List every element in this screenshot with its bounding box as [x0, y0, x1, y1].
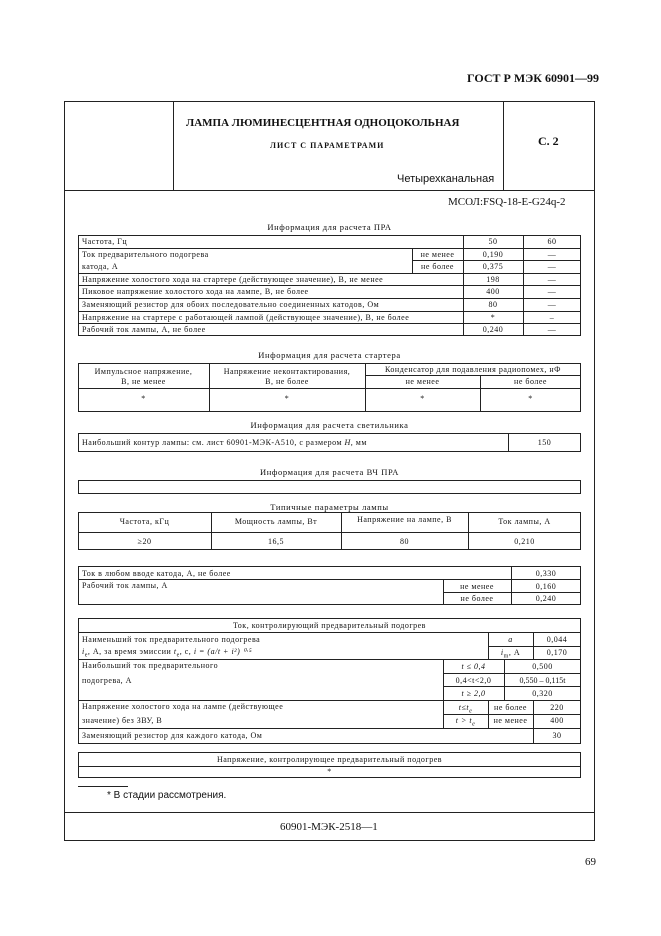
starter-col2-header-b: В, не более [265, 377, 309, 386]
typical-h3: Напряжение на лампе, В [357, 515, 452, 524]
bottom-line [64, 812, 595, 813]
preheat-line-4 [443, 673, 581, 674]
typical-v2: 16,5 [268, 537, 284, 546]
currents-row2b-value: 0,240 [535, 594, 557, 603]
page-number: 69 [585, 856, 596, 868]
typical-h2: Мощность лампы, Вт [234, 517, 318, 526]
preheat-ocv-val-2: 400 [550, 716, 564, 725]
currents-line-1 [78, 579, 581, 580]
currents-row2a-value: 0,160 [535, 582, 557, 591]
preheat-a-symbol: a [508, 635, 513, 644]
luminaire-heading: Информация для расчета светильника [250, 420, 409, 430]
typical-heading: Типичные параметры лампы [270, 502, 389, 512]
pra-row-line [412, 260, 581, 261]
pra-row-value-50: 0,240 [482, 325, 504, 335]
preheat-ocv-cond-t1: $t\le t_e$ [458, 703, 473, 715]
pra-row-value-60: — [547, 262, 557, 272]
currents-row2b-cond: не более [460, 594, 494, 603]
pra-row-label: Пиковое напряжение холостого хода на лампе, В, не более [82, 287, 309, 297]
preheat-max-cond-2: 0,4<t<2,0 [455, 676, 492, 685]
preheat-max-label-2: подогрева, А [82, 676, 132, 685]
pra-row-value-60: — [547, 274, 557, 284]
pra-row-line [78, 323, 581, 324]
pra-row-value-60: — [547, 249, 557, 259]
preheat-min-label-i: i [82, 647, 85, 656]
preheat-ocv-label-1: Напряжение холостого хода на лампе (действующее [82, 702, 284, 711]
preheat-line-5 [443, 686, 581, 687]
title-right-divider [503, 101, 504, 190]
preheat-min-formula: i = (a/t + i²) ⁰·⁵ [193, 647, 253, 656]
starter-value-1: * [141, 394, 146, 403]
typical-header-line [78, 532, 581, 533]
typical-v3: 80 [400, 537, 409, 546]
preheat-max-val-2: 0,550 – 0,115t [519, 676, 566, 685]
pra-row-line [78, 298, 581, 299]
sheet-subtitle: ЛИСТ С ПАРАМЕТРАМИ [270, 141, 385, 150]
luminaire-label-h: Н, [344, 438, 354, 447]
preheat-line-1 [78, 632, 581, 633]
sheet-number: С. 2 [538, 134, 559, 148]
pra-row-value-50: 0,375 [482, 262, 504, 272]
luminaire-value: 150 [537, 438, 552, 447]
typical-v4: 0,210 [514, 537, 535, 546]
footnote-rule [78, 786, 128, 787]
pra-row-label: катода, А [82, 262, 119, 272]
preheat-im-symbol: $i_m$, А [500, 648, 521, 660]
preheat-ocv-val-1: 220 [550, 703, 564, 712]
typical-h1: Частота, кГц [119, 517, 170, 526]
starter-col1-header-b: В, не менее [121, 377, 166, 386]
preheat-line-8 [78, 728, 581, 729]
currents-row2a-cond: не менее [460, 582, 494, 591]
pra-row-label: Напряжение холостого хода на стартере (действующее значение), В, не менее [82, 274, 384, 284]
currents-row1-value: 0,330 [535, 569, 557, 578]
lamp-designation: МСОЛ:FSQ-18-E-G24q-2 [448, 196, 566, 208]
preheat-resistor-value: 30 [552, 731, 562, 740]
starter-col3-max: не более [514, 377, 547, 386]
starter-col3-header: Конденсатор для подавления радиопомех, нФ [384, 365, 561, 374]
pra-row-line [78, 311, 581, 312]
preheat-a-value: 0,044 [546, 635, 568, 644]
preheat-max-val-1: 0,500 [532, 662, 553, 671]
pra-row-line [78, 248, 581, 249]
preheat-min-label-1: Наименьший ток предварительного подогрева [82, 635, 261, 644]
footnote: * В стадии рассмотрения. [107, 790, 227, 801]
preheat-line-2 [488, 646, 581, 647]
starter-sub-line [365, 375, 581, 376]
preheat-min-label-b: , А, за время эмиссии [87, 647, 172, 656]
typical-h4: Ток лампы, А [498, 517, 551, 526]
preheat-im-unit: , А [508, 648, 521, 657]
preheat-ocv-cond-t2: $t > t_e$ [455, 716, 476, 728]
pra-row-line [78, 285, 581, 286]
sheet-title: ЛАМПА ЛЮМИНЕСЦЕНТНАЯ ОДНОЦОКОЛЬНАЯ [186, 117, 460, 129]
starter-heading: Информация для расчета стартера [258, 350, 401, 360]
preheat-heading: Ток, контролирующий предварительный подогрев [233, 621, 426, 630]
hf-table [78, 480, 581, 494]
pra-row-label: Рабочий ток лампы, А, не более [82, 325, 206, 335]
pra-row-value-50: 80 [488, 300, 498, 309]
title-bottom-line [64, 190, 595, 191]
preheat-ocv-label-2: значение) без ЗВУ, В [82, 716, 163, 725]
gost-header: ГОСТ Р МЭК 60901—99 [467, 71, 599, 85]
luminaire-label-unit: мм [355, 438, 367, 447]
pra-row-label: Напряжение на стартере с работающей лампой (действующее значение), В, не более [82, 312, 410, 322]
pra-row-cond: не менее [420, 249, 455, 259]
starter-col1-header-a: Импульсное напряжение, [94, 367, 193, 376]
pra-row-label: Заменяющий резистор для обоих последовательно соединенных катодов, Ом [82, 300, 380, 309]
preheat-min-label-2: $i_e$, А, за время эмиссии $t_e$, с, i = (a/t + i²) ⁰·⁵ [82, 647, 253, 659]
pra-row-value-50: 198 [486, 274, 500, 284]
starter-col3-min: не менее [405, 377, 440, 386]
lamp-type: Четырехканальная [397, 173, 495, 185]
pra-row-value-60: — [547, 325, 557, 335]
currents-row2-label: Рабочий ток лампы, А [82, 581, 168, 590]
pra-row-label: Частота, Гц [82, 237, 128, 246]
preheat-max-cond-1: t ≤ 0,4 [461, 662, 486, 671]
pra-row-line [78, 273, 581, 274]
currents-row1-label: Ток в любом вводе катода, А, не более [82, 569, 231, 578]
pra-row-value-60: — [547, 287, 557, 297]
pra-row-value-60: 60 [547, 237, 557, 246]
preheat-im-value: 0,170 [546, 648, 568, 657]
preheat-min-label-d: , с, [179, 647, 192, 656]
pra-row-value-50: 0,190 [482, 249, 504, 259]
voltage-preheat-heading: Напряжение, контролирующее предварительный подогрев [216, 755, 443, 764]
pra-row-value-50: * [490, 312, 496, 322]
typical-v1: ≥20 [137, 537, 152, 546]
pra-row-label: Ток предварительного подогрева [82, 249, 209, 259]
pra-row-value-60: — [547, 300, 557, 309]
preheat-ocv-cond-2: не менее [493, 716, 528, 725]
preheat-min-label-t: t [173, 647, 177, 656]
luminaire-label: Наибольший контур лампы: см. лист 60901-МЭК-А510, с размером Н, мм [82, 438, 367, 447]
preheat-max-label-1: Наибольший ток предварительного [82, 661, 219, 670]
pra-row-value-60: – [549, 312, 555, 322]
sheet-code: 60901-МЭК-2518—1 [280, 821, 378, 833]
starter-value-2: * [284, 394, 290, 403]
preheat-max-val-3: 0,320 [532, 689, 553, 698]
pra-row-value-50: 400 [486, 287, 500, 297]
preheat-max-cond-3: t ≥ 2,0 [461, 689, 486, 698]
starter-value-4: * [528, 394, 533, 403]
currents-line-2 [443, 592, 581, 593]
preheat-line-6 [78, 700, 581, 701]
hf-heading: Информация для расчета ВЧ ПРА [260, 467, 399, 477]
starter-col2-header-a: Напряжение неконтактирования, [223, 367, 351, 376]
pra-row-value-50: 50 [488, 237, 498, 246]
pra-heading: Информация для расчета ПРА [267, 222, 392, 232]
preheat-resistor-label: Заменяющий резистор для каждого катода, Ом [82, 731, 263, 740]
title-left-divider [173, 101, 174, 190]
starter-header-line [78, 388, 581, 389]
pra-row-cond: не более [421, 262, 454, 272]
starter-value-3: * [420, 394, 425, 403]
voltage-preheat-value: * [327, 767, 332, 776]
preheat-ocv-cond-1: не более [494, 703, 527, 712]
